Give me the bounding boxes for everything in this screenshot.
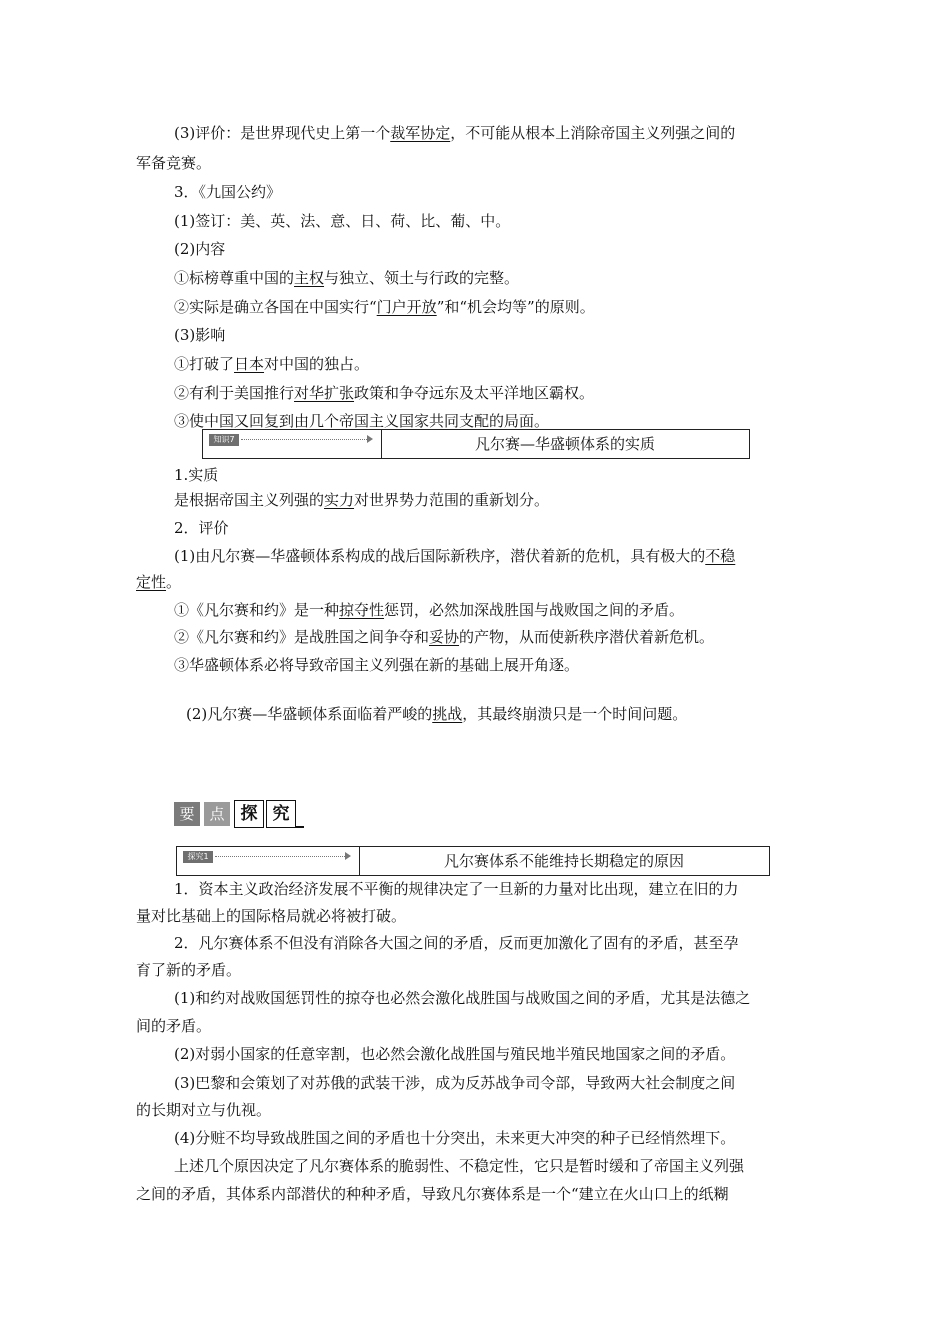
paragraph-line: ②《凡尔赛和约》是战胜国之间争夺和妥协的产物，从而使新秩序潜伏着新危机。	[174, 628, 715, 646]
underlined-term: 定性	[136, 573, 167, 591]
paragraph-line: 量对比基础上的国际格局就必将被打破。	[136, 907, 407, 925]
underlined-term: 裁军协定	[390, 124, 451, 142]
knowledge-tag	[203, 430, 382, 458]
paragraph-line: (3)巴黎和会策划了对苏俄的武装干涉，成为反苏战争司令部，导致两大社会制度之间	[174, 1074, 736, 1092]
banner-char: 探	[234, 800, 264, 828]
paragraph-line: 间的矛盾。	[136, 1017, 212, 1035]
paragraph-line: ②实际是确立各国在中国实行“门户开放”和“机会均等”的原则。	[174, 298, 595, 316]
paragraph-line: 2．评价	[174, 519, 229, 537]
underlined-term: 共同支配	[429, 412, 490, 430]
paragraph-line: ③使中国又回复到由几个帝国主义国家共同支配的局面。	[174, 412, 550, 430]
dotted-arrow-line	[241, 439, 367, 440]
underlined-term: 不稳	[705, 547, 736, 565]
heading-jiuguo: 3．《九国公约》	[174, 183, 282, 201]
banner-char: 要	[174, 802, 200, 826]
paragraph-line: 定性。	[136, 573, 182, 591]
banner-char: 点	[204, 802, 230, 826]
paragraph-line: (3)评价：是世界现代史上第一个裁军协定，不可能从根本上消除帝国主义列强之间的	[174, 124, 736, 142]
inquiry-badge: 探究1	[183, 851, 213, 863]
paragraph-line: (1)签订：美、英、法、意、日、荷、比、葡、中。	[174, 212, 511, 230]
underlined-term: 挑战	[432, 705, 463, 723]
banner-rule	[296, 826, 304, 828]
underlined-term: 门户开放	[376, 298, 437, 316]
arrow-icon	[345, 852, 351, 860]
knowledge-box	[202, 429, 750, 459]
underlined-term: 实力	[324, 491, 355, 509]
paragraph-line: (2)内容	[174, 240, 226, 258]
dotted-arrow-line	[215, 856, 345, 857]
paragraph-line: (4)分赃不均导致战胜国之间的矛盾也十分突出，未来更大冲突的种子已经悄然埋下。	[174, 1129, 736, 1147]
paragraph-line: ①打破了日本对中国的独占。	[174, 355, 370, 373]
paragraph-line: 军备竞赛。	[136, 154, 212, 172]
inquiry-title: 凡尔赛体系不能维持长期稳定的原因	[443, 852, 684, 870]
paragraph-line: ③华盛顿体系必将导致帝国主义列强在新的基础上展开角逐。	[174, 656, 580, 674]
paragraph-line: (1)和约对战败国惩罚性的掠夺也必然会激化战胜国与战败国之间的矛盾，尤其是法德之	[174, 989, 751, 1007]
paragraph-line: (3)影响	[174, 326, 226, 344]
paragraph-line: 上述几个原因决定了凡尔赛体系的脆弱性、不稳定性，它只是暂时缓和了帝国主义列强	[174, 1157, 745, 1175]
paragraph-line: (2)凡尔赛—华盛顿体系面临着严峻的挑战，其最终崩溃只是一个时间问题。	[186, 705, 688, 723]
paragraph-line: (2)对弱小国家的任意宰割，也必然会激化战胜国与殖民地半殖民地国家之间的矛盾。	[174, 1045, 736, 1063]
knowledge-badge: 知识7	[209, 434, 239, 446]
underlined-term: 日本	[234, 355, 265, 373]
paragraph-line: 育了新的矛盾。	[136, 961, 242, 979]
underlined-term: 主权	[294, 269, 325, 287]
paragraph-line: 之间的矛盾，其体系内部潜伏的种种矛盾，导致凡尔赛体系是一个“建立在火山口上的纸糊	[136, 1185, 729, 1203]
paragraph-line: (1)由凡尔赛—华盛顿体系构成的战后国际新秩序，潜伏着新的危机，具有极大的不稳	[174, 547, 736, 565]
banner-char: 究	[266, 800, 296, 828]
underlined-term: 妥协	[429, 628, 460, 646]
underlined-term: 对华扩张	[294, 384, 355, 402]
paragraph-line: ①《凡尔赛和约》是一种掠夺性惩罚，必然加深战胜国与战败国之间的矛盾。	[174, 601, 685, 619]
arrow-icon	[367, 435, 373, 443]
paragraph-line: ②有利于美国推行对华扩张政策和争夺远东及太平洋地区霸权。	[174, 384, 595, 402]
inquiry-tag	[177, 847, 360, 875]
paragraph-line: 1.实质	[174, 466, 219, 484]
inquiry-box	[176, 846, 770, 876]
underlined-term: 掠夺性	[339, 601, 385, 619]
paragraph-line: 的长期对立与仇视。	[136, 1101, 272, 1119]
paragraph-line: ①标榜尊重中国的主权与独立、领土与行政的完整。	[174, 269, 520, 287]
paragraph-line: 2．凡尔赛体系不但没有消除各大国之间的矛盾，反而更加激化了固有的矛盾，甚至孕	[174, 934, 739, 952]
paragraph-line: 是根据帝国主义列强的实力对世界势力范围的重新划分。	[174, 491, 550, 509]
paragraph-line: 1．资本主义政治经济发展不平衡的规律决定了一旦新的力量对比出现，建立在旧的力	[174, 880, 739, 898]
knowledge-title: 凡尔赛—华盛顿体系的实质	[474, 435, 655, 453]
